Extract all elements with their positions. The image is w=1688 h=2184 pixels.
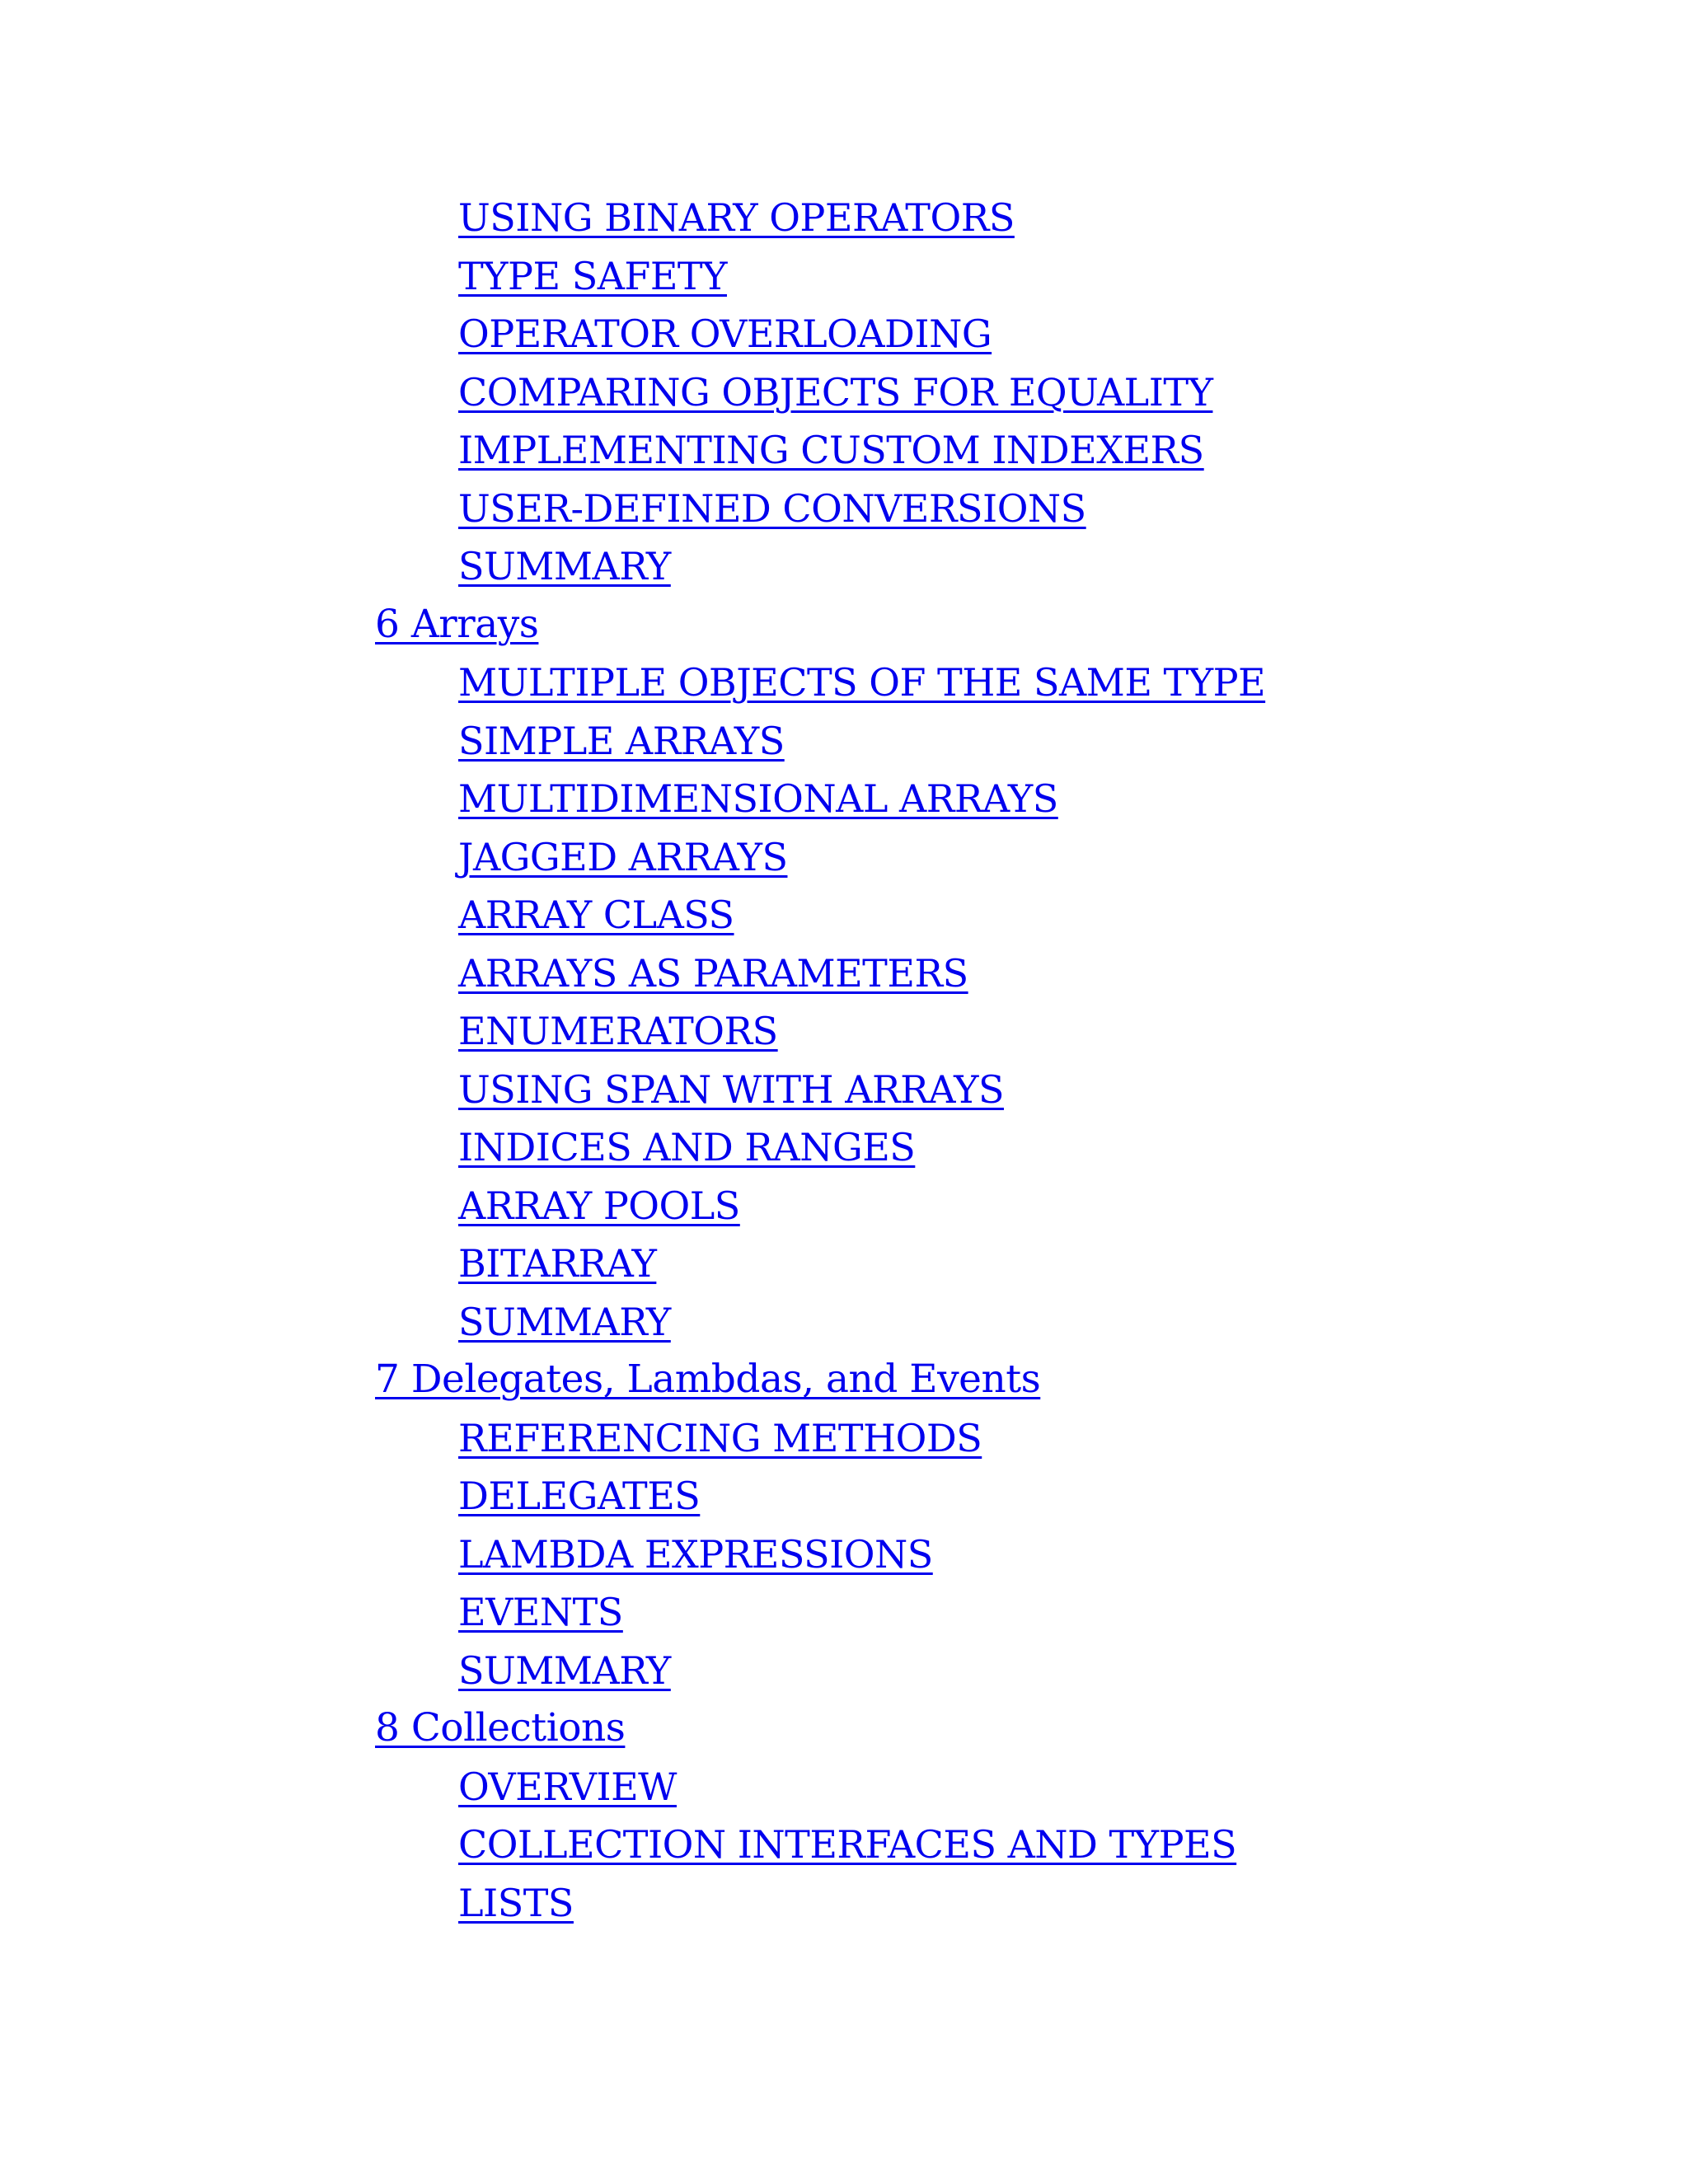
toc-section-link[interactable]: USING BINARY OPERATORS: [458, 195, 1015, 240]
toc-chapter-entry: [0, 1699, 1688, 1758]
toc-section-entry: [0, 1061, 1688, 1119]
toc-section-entry: [0, 480, 1688, 538]
toc-section-entry: [0, 189, 1688, 247]
toc-chapter-entry: [0, 596, 1688, 654]
toc-section-link[interactable]: ARRAY CLASS: [458, 893, 734, 937]
toc-section-entry: [0, 1118, 1688, 1177]
toc-section-entry: [0, 1235, 1688, 1293]
toc-section-link[interactable]: REFERENCING METHODS: [458, 1415, 982, 1460]
toc-section-link[interactable]: EVENTS: [458, 1590, 623, 1634]
toc-section-entry: [0, 537, 1688, 596]
toc-section-entry: [0, 654, 1688, 712]
toc-section-entry: [0, 1467, 1688, 1526]
toc-section-entry: [0, 1874, 1688, 1933]
toc-chapter-link[interactable]: 7 Delegates, Lambdas, and Events: [375, 1357, 1041, 1402]
toc-section-link[interactable]: OVERVIEW: [458, 1764, 677, 1809]
toc-section-link[interactable]: SIMPLE ARRAYS: [458, 718, 785, 763]
toc-section-entry: [0, 1758, 1688, 1816]
toc-section-link[interactable]: SUMMARY: [458, 544, 671, 588]
toc-section-link[interactable]: DELEGATES: [458, 1474, 701, 1518]
toc-section-link[interactable]: ARRAYS AS PARAMETERS: [458, 950, 968, 996]
toc-section-link[interactable]: BITARRAY: [458, 1241, 657, 1286]
toc-section-entry: [0, 944, 1688, 1003]
toc-section-entry: [0, 421, 1688, 480]
toc-section-link[interactable]: OPERATOR OVERLOADING: [458, 312, 992, 356]
toc-section-entry: [0, 247, 1688, 306]
toc-section-link[interactable]: JAGGED ARRAYS: [458, 834, 788, 879]
toc-section-link[interactable]: LISTS: [458, 1880, 574, 1925]
toc-section-entry: [0, 1409, 1688, 1468]
toc-section-link[interactable]: SUMMARY: [458, 1647, 671, 1693]
toc-section-link[interactable]: SUMMARY: [458, 1299, 671, 1344]
toc-section-link[interactable]: MULTIPLE OBJECTS OF THE SAME TYPE: [458, 660, 1266, 705]
toc-section-link[interactable]: IMPLEMENTING CUSTOM INDEXERS: [458, 428, 1204, 472]
toc-chapter-link[interactable]: 6 Arrays: [375, 601, 539, 647]
toc-section-entry: [0, 1526, 1688, 1584]
toc-section-link[interactable]: USING SPAN WITH ARRAYS: [458, 1066, 1004, 1112]
toc-section-entry: [0, 770, 1688, 828]
toc-section-entry: [0, 1583, 1688, 1642]
toc-section-link[interactable]: TYPE SAFETY: [458, 253, 727, 298]
toc-section-link[interactable]: COMPARING OBJECTS FOR EQUALITY: [458, 369, 1213, 415]
toc-section-entry: [0, 1002, 1688, 1061]
toc-section-link[interactable]: INDICES AND RANGES: [458, 1125, 916, 1169]
toc-section-entry: [0, 1293, 1688, 1352]
toc-section-entry: [0, 1816, 1688, 1874]
toc-section-entry: [0, 363, 1688, 422]
toc-section-link[interactable]: ENUMERATORS: [458, 1009, 778, 1053]
toc-section-entry: [0, 828, 1688, 887]
toc-section-link[interactable]: ARRAY POOLS: [458, 1183, 740, 1228]
toc-section-entry: [0, 305, 1688, 363]
table-of-contents: [0, 189, 1688, 1932]
toc-section-link[interactable]: LAMBDA EXPRESSIONS: [458, 1531, 933, 1577]
toc-section-entry: [0, 1642, 1688, 1700]
toc-section-entry: [0, 712, 1688, 771]
toc-section-link[interactable]: MULTIDIMENSIONAL ARRAYS: [458, 776, 1058, 821]
toc-chapter-link[interactable]: 8 Collections: [375, 1705, 626, 1750]
toc-chapter-entry: [0, 1351, 1688, 1409]
toc-section-link[interactable]: USER-DEFINED CONVERSIONS: [458, 485, 1086, 531]
toc-section-entry: [0, 1177, 1688, 1235]
toc-section-link[interactable]: COLLECTION INTERFACES AND TYPES: [458, 1822, 1237, 1867]
toc-section-entry: [0, 886, 1688, 944]
